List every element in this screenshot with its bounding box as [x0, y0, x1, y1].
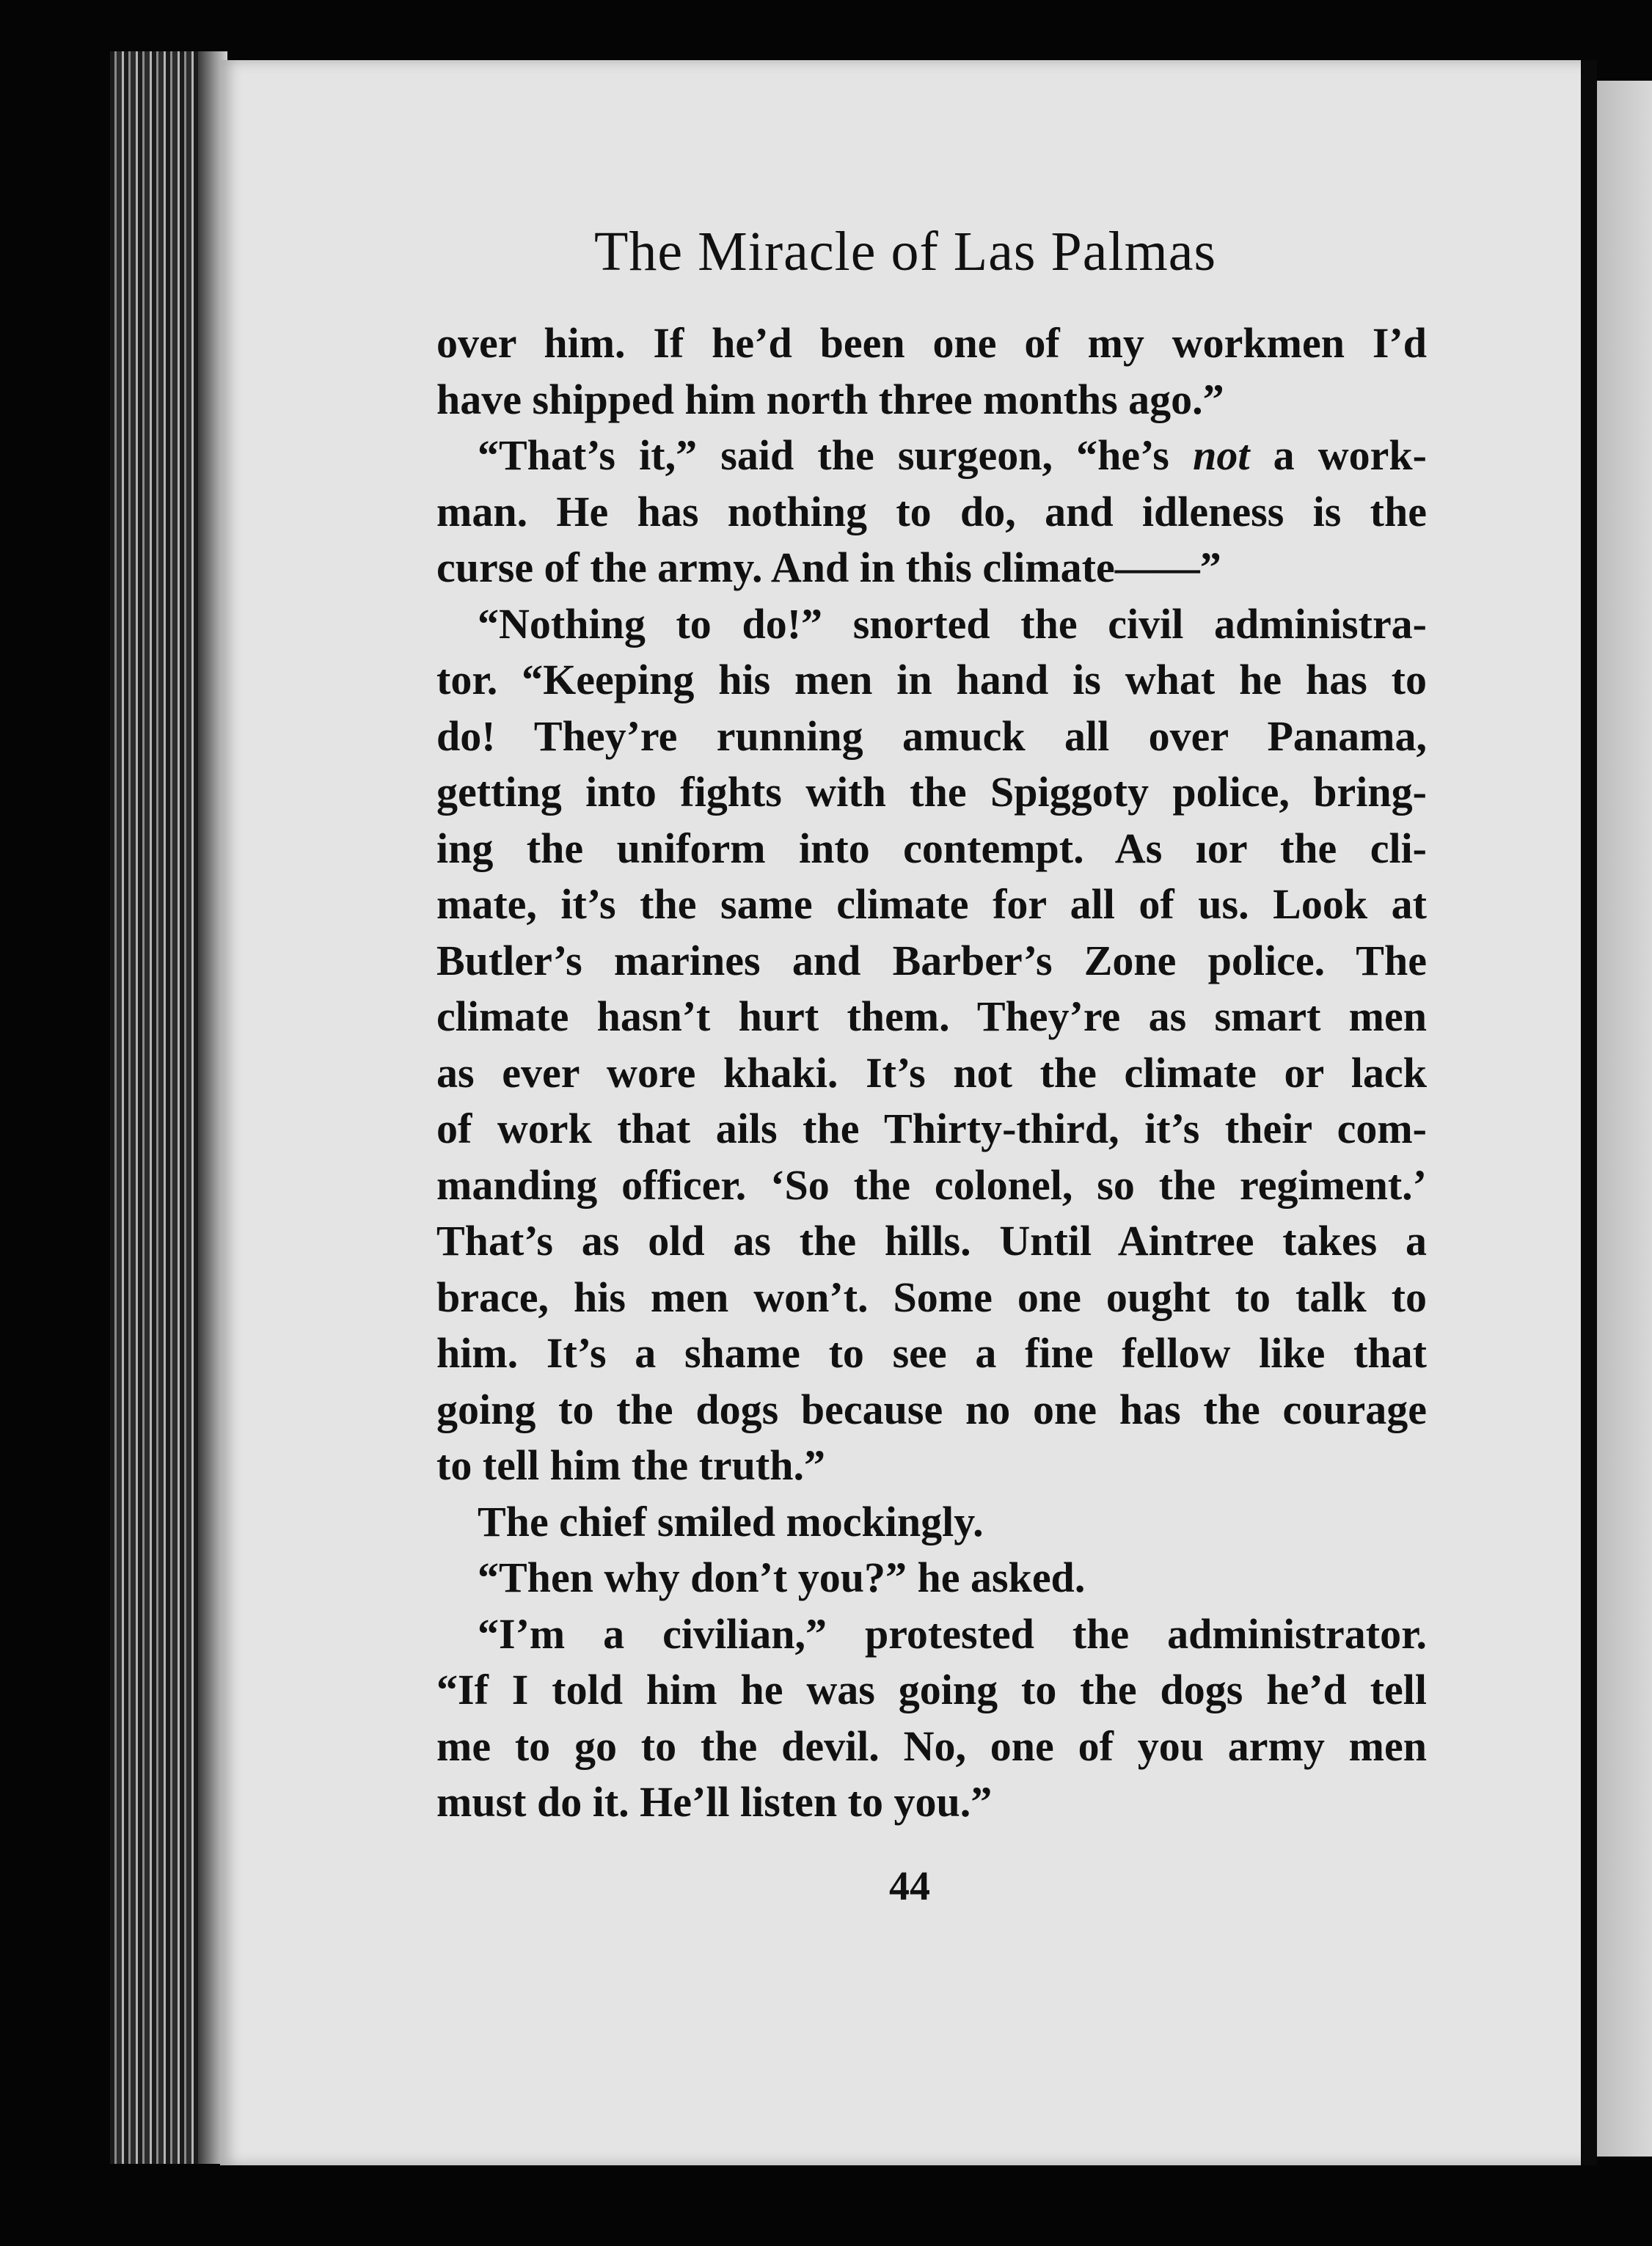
text-line: him. It’s a shame to see a fine fellow like that [436, 1329, 1427, 1377]
text-line: brace, his men won’t. Some one ought to talk to [436, 1273, 1427, 1321]
text-line: must do it. He’ll listen to you.” [436, 1778, 993, 1826]
text-line: tor. “Keeping his men in hand is what he has to [436, 656, 1427, 703]
text-line: man. He has nothing to do, and idleness is the [436, 487, 1427, 535]
text-line: Butler’s marines and Barber’s Zone police. The [436, 936, 1427, 984]
text-line: me to go to the devil. No, one of you army men [436, 1722, 1427, 1770]
next-page-edge [1597, 81, 1652, 2157]
text-line: mate, it’s the same climate for all of us. Look at [436, 880, 1427, 928]
text-segment: “That’s it,” said the surgeon, “he’s [478, 431, 1194, 479]
body-text [436, 315, 1427, 1831]
text-line: “Nothing to do!” snorted the civil administra- [478, 599, 1427, 648]
text-segment: a work- [1249, 431, 1427, 479]
running-head: The Miracle of Las Palmas [594, 221, 1217, 282]
text-line: do! They’re running amuck all over Panama, [436, 712, 1427, 760]
text-line: to tell him the truth.” [436, 1441, 825, 1489]
text-line: of work that ails the Thirty-third, it’s their com- [436, 1105, 1427, 1152]
text-line: over him. If he’d been one of my workmen I’d [436, 319, 1427, 367]
text-line: ing the uniform into contempt. As ıor the cli- [436, 824, 1427, 872]
text-line: going to the dogs because no one has the courage [436, 1385, 1427, 1433]
text-line: “I’m a civilian,” protested the administrator. [478, 1609, 1427, 1658]
book-gutter [1581, 60, 1597, 2165]
text-line: climate hasn’t hurt them. They’re as smart men [436, 992, 1427, 1040]
text-line: have shipped him north three months ago.” [436, 375, 1224, 423]
text-line: as ever wore khaki. It’s not the climate or lack [436, 1048, 1427, 1097]
text-line: That’s as old as the hills. Until Aintree takes a [436, 1217, 1427, 1265]
text-line: getting into fights with the Spiggoty police, bring- [436, 768, 1427, 816]
text-line: manding officer. ‘So the colonel, so the regiment.’ [436, 1160, 1427, 1209]
text-line: “Then why don’t you?” he asked. [478, 1554, 1086, 1601]
text-line: “If I told him he was going to the dogs he’d tell [436, 1666, 1427, 1713]
text-line: curse of the army. And in this climate——” [436, 544, 1221, 591]
text-line [436, 428, 1427, 484]
text-line: The chief smiled mockingly. [478, 1497, 984, 1546]
page-number: 44 [889, 1864, 930, 1909]
emphasis: not [1193, 431, 1250, 479]
